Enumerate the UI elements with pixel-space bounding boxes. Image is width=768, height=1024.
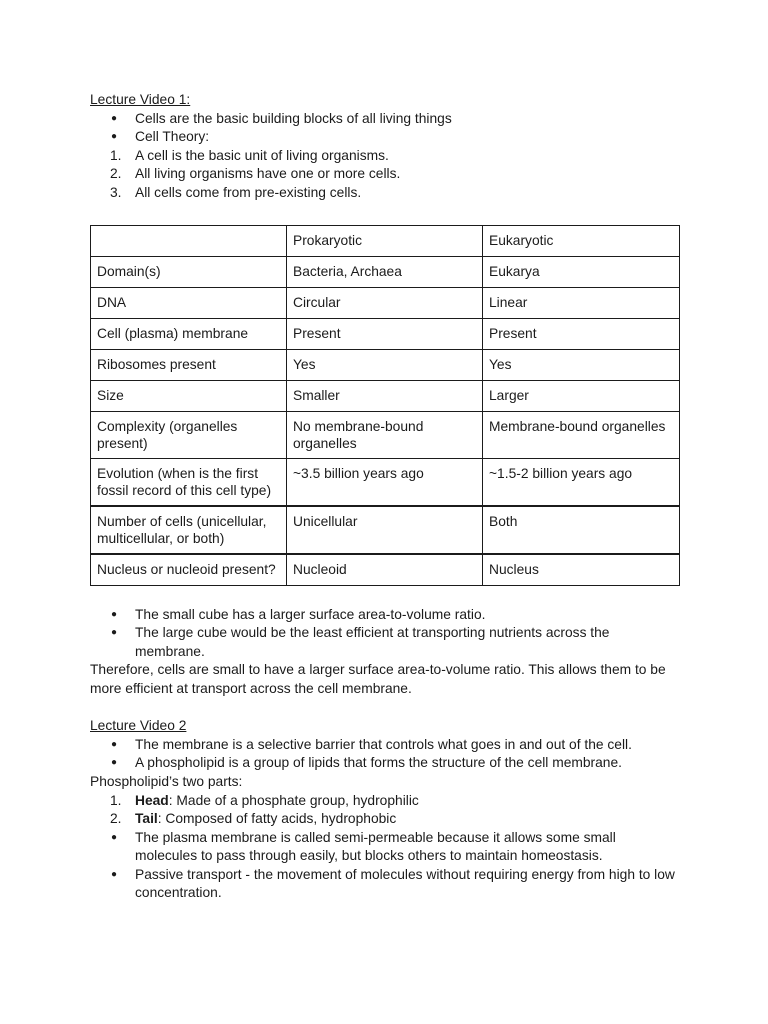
table-cell: Yes	[287, 349, 483, 380]
table-cell: Nucleus or nucleoid present?	[91, 554, 287, 586]
table-cell: Eukaryotic	[483, 225, 680, 256]
table-cell: Eukarya	[483, 256, 680, 287]
list-item: ● The small cube has a larger surface area-to-volume ratio.	[90, 606, 680, 625]
list-item: 3. All cells come from pre-existing cells.	[110, 184, 362, 200]
cell-comparison-table	[90, 225, 680, 586]
list-item: ● The plasma membrane is called semi-permeable because it allows some small molecules to pass through easily, but blocks others to maintain homeostasis.	[111, 829, 616, 864]
bullet-icon: ●	[111, 831, 118, 843]
term-head: Head	[135, 792, 169, 808]
table-cell: Size	[91, 380, 287, 411]
section2-bullet-list	[90, 736, 680, 773]
table-row	[91, 458, 680, 506]
section-heading-lecture-video-1: Lecture Video 1:	[90, 92, 191, 107]
conclusion-paragraph: Therefore, cells are small to have a larger surface area-to-volume ratio. This allows them to be more efficient at transport across the cell membrane.	[90, 662, 666, 696]
table-cell: No membrane-bound organelles	[287, 411, 483, 458]
table-cell	[91, 225, 287, 256]
bullet-icon: ●	[111, 112, 118, 124]
bullet-icon: ●	[111, 608, 118, 620]
table-cell: Larger	[483, 380, 680, 411]
list-item: ● A phospholipid is a group of lipids that forms the structure of the cell membrane.	[90, 754, 680, 773]
table-cell: ~1.5-2 billion years ago	[483, 458, 680, 506]
table-cell: Nucleus	[483, 554, 680, 586]
table-cell: Membrane-bound organelles	[483, 411, 680, 458]
bullet-icon: ●	[111, 131, 118, 143]
table-cell: Smaller	[287, 380, 483, 411]
list-item: ● Cell Theory:	[90, 128, 680, 147]
table-cell: Number of cells (unicellular, multicellular, or both)	[91, 506, 287, 554]
table-cell: Evolution (when is the first fossil record of this cell type)	[91, 458, 287, 506]
table-row	[91, 554, 680, 586]
table-cell: Bacteria, Archaea	[287, 256, 483, 287]
document-page	[90, 91, 680, 903]
bullet-icon: ●	[111, 757, 118, 769]
table-cell: DNA	[91, 287, 287, 318]
list-item: 1. Head: Made of a phosphate group, hydrophilic	[110, 792, 419, 808]
table-cell: Present	[483, 318, 680, 349]
cell-theory-list	[90, 147, 680, 203]
bullet-icon: ●	[111, 868, 118, 880]
table-cell: Unicellular	[287, 506, 483, 554]
list-item: ● Cells are the basic building blocks of all living things	[90, 110, 680, 129]
table-cell: Prokaryotic	[287, 225, 483, 256]
table-cell: Both	[483, 506, 680, 554]
list-item: ● Passive transport - the movement of molecules without requiring energy from high to low concentration.	[111, 866, 675, 901]
table-header-row	[91, 225, 680, 256]
table-row	[91, 411, 680, 458]
list-item: ● The membrane is a selective barrier that controls what goes in and out of the cell.	[90, 736, 680, 755]
table-cell: Ribosomes present	[91, 349, 287, 380]
table-cell: Linear	[483, 287, 680, 318]
table-cell: Circular	[287, 287, 483, 318]
surface-area-bullet-list	[90, 606, 680, 662]
table-row	[91, 287, 680, 318]
table-row	[91, 318, 680, 349]
list-item: 2. All living organisms have one or more cells.	[110, 166, 401, 182]
table-cell: Complexity (organelles present)	[91, 411, 287, 458]
table-cell: Present	[287, 318, 483, 349]
section-heading-lecture-video-2: Lecture Video 2	[90, 718, 187, 734]
table-row	[91, 256, 680, 287]
table-cell: Cell (plasma) membrane	[91, 318, 287, 349]
list-item: ● The large cube would be the least efficient at transporting nutrients across the membrane.	[111, 625, 610, 659]
list-item: 1. A cell is the basic unit of living organisms.	[110, 147, 389, 163]
phospholipid-parts-list	[90, 792, 680, 829]
bullet-icon: ●	[111, 627, 118, 639]
term-tail: Tail	[135, 811, 158, 827]
table-row	[91, 380, 680, 411]
table-row	[91, 506, 680, 554]
table-cell: Nucleoid	[287, 554, 483, 586]
section1-bullet-list	[90, 110, 680, 147]
list-item: 2. Tail: Composed of fatty acids, hydrophobic	[110, 811, 397, 827]
table-cell: Domain(s)	[91, 256, 287, 287]
table-cell: Yes	[483, 349, 680, 380]
table-row	[91, 349, 680, 380]
table-cell: ~3.5 billion years ago	[287, 458, 483, 506]
membrane-bullet-list	[90, 829, 680, 903]
bullet-icon: ●	[111, 738, 118, 750]
phospholipid-parts-intro: Phospholipid’s two parts:	[90, 773, 243, 789]
